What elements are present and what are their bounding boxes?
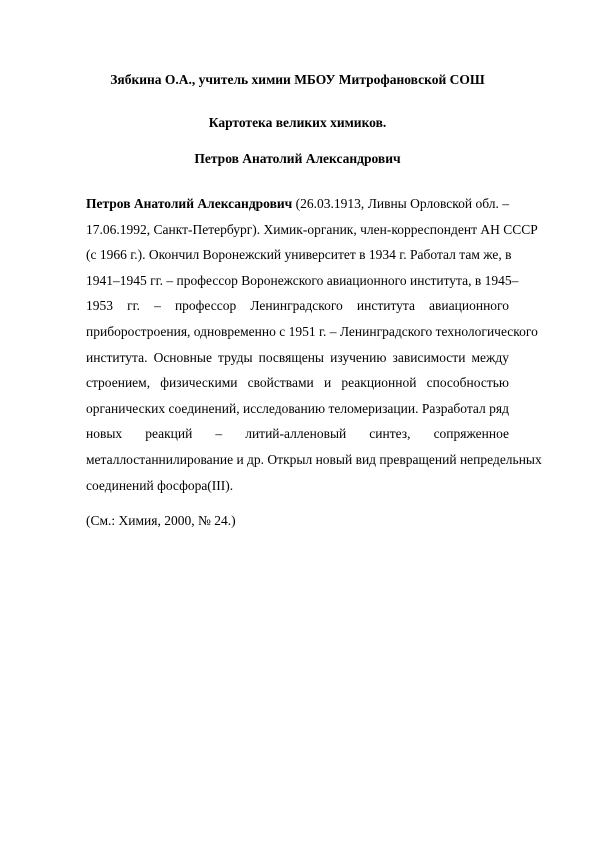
- paragraph-line: (с 1966 г.). Окончил Воронежский университет в 1934 г. Работал там же, в: [86, 247, 512, 263]
- paragraph-line: соединений фосфора(III).: [86, 477, 234, 493]
- paragraph-line: 1953 гг. – профессор Ленинградского института авиационного: [86, 298, 509, 314]
- paragraph-line: 17.06.1992, Санкт-Петербург). Химик-органик, член-корреспондент АН СССР: [86, 221, 538, 237]
- paragraph-line: органических соединений, исследованию теломеризации. Разработал ряд: [86, 400, 509, 416]
- paragraph-line: металлостаннилирование и др. Открыл новый вид превращений непредельных: [86, 451, 542, 467]
- source-reference: (См.: Химия, 2000, № 24.): [86, 513, 236, 528]
- document-title: Картотека великих химиков.: [208, 115, 387, 130]
- author-line: Зябкина О.А., учитель химии МБОУ Митрофановской СОШ: [110, 72, 485, 87]
- paragraph-line-text: (26.03.1913, Ливны Орловской обл. –: [295, 196, 510, 211]
- paragraph-line: приборостроения, одновременно с 1951 г. – Ленинградского технологического: [86, 323, 538, 339]
- paragraph-line: новых реакций – литий-алленовый синтез, сопряженное: [86, 426, 509, 442]
- subject-heading: Петров Анатолий Александрович: [194, 151, 401, 166]
- paragraph-line: [86, 191, 509, 217]
- paragraph-line: 1941–1945 гг. – профессор Воронежского авиационного института, в 1945–: [86, 272, 519, 288]
- lead-name: Петров Анатолий Александрович: [86, 196, 293, 211]
- paragraph-line: строением, физическими свойствами и реакционной способностью: [86, 375, 509, 391]
- paragraph-line: института. Основные труды посвящены изучению зависимости между: [86, 349, 509, 365]
- biography-paragraph: [86, 191, 542, 498]
